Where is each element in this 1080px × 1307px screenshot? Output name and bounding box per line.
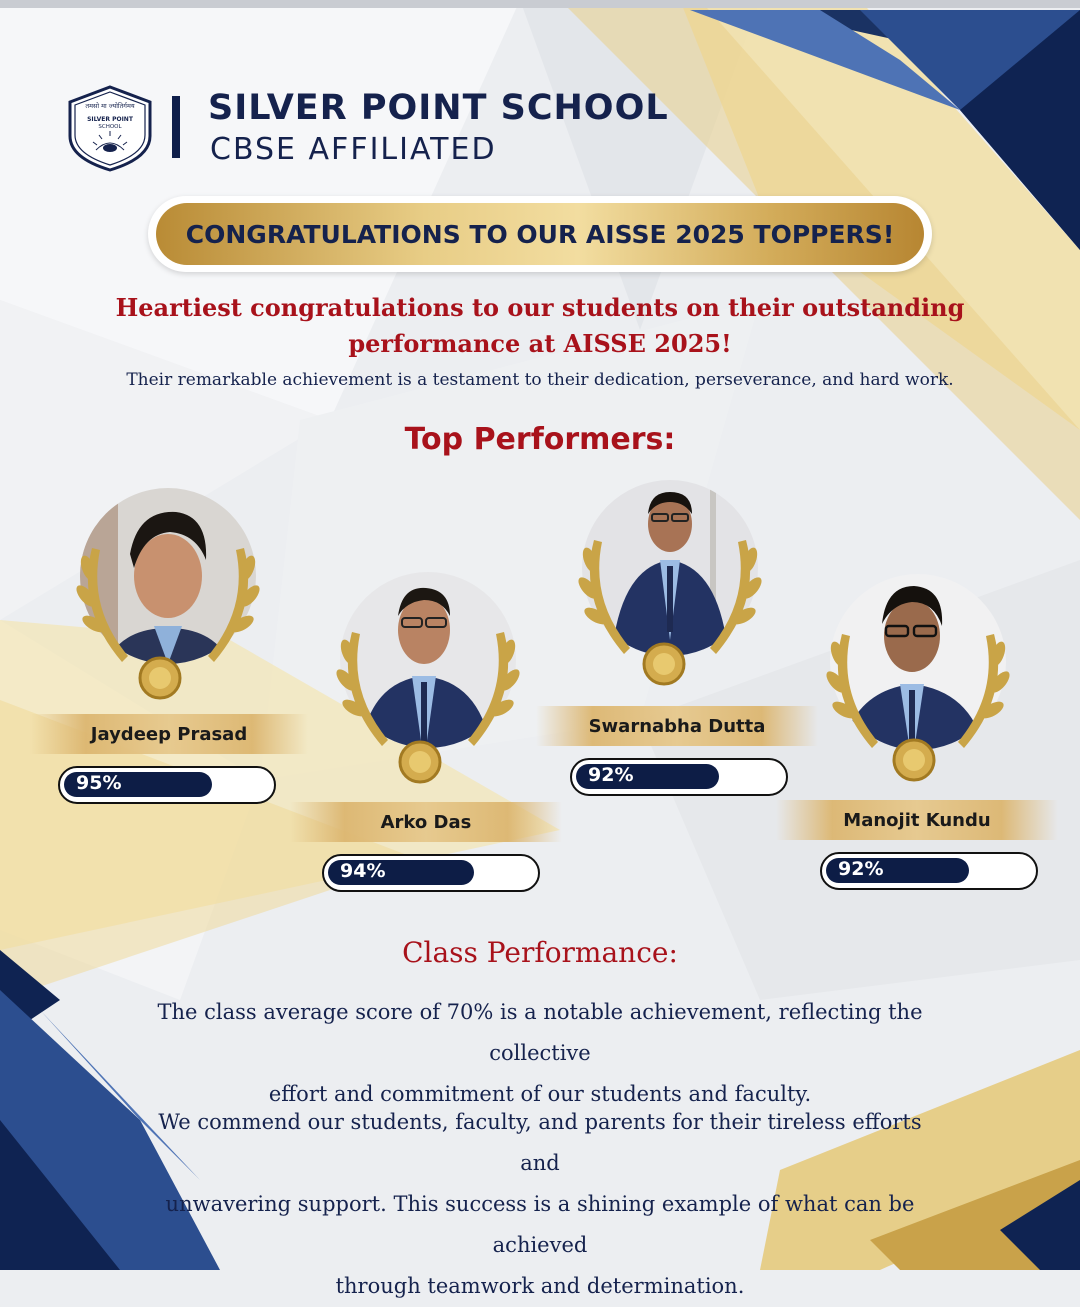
class-performance-line2: effort and commitment of our students and faculty. [268, 1082, 812, 1106]
school-name: SILVER POINT SCHOOL [208, 88, 669, 128]
student-name-1: Jaydeep Prasad [90, 723, 248, 745]
score-label-1: 95% [76, 772, 122, 794]
score-label-4: 92% [838, 858, 884, 880]
header-divider [172, 96, 180, 158]
top-bar [0, 0, 1080, 8]
class-performance-title: Class Performance: [402, 936, 678, 969]
student-name-strip-4 [776, 800, 1058, 840]
score-label-2: 94% [340, 860, 386, 882]
logo-name-line2: SCHOOL [98, 124, 122, 130]
intro-heading [0, 290, 1080, 362]
school-affiliation: CBSE AFFILIATED [210, 132, 497, 167]
intro-heading-line1: Heartiest congratulations to our students on their outstanding [115, 293, 965, 322]
student-name-strip-2 [290, 802, 562, 842]
class-performance-text [0, 992, 1080, 1115]
student-name-strip-1 [30, 714, 308, 754]
student-name-3: Swarnabha Dutta [588, 715, 766, 737]
student-photo-1 [58, 488, 278, 708]
score-bar-2 [322, 854, 540, 892]
intro-heading-line2: performance at AISSE 2025! [348, 329, 732, 358]
student-photo-4 [808, 574, 1028, 794]
score-bar-3 [570, 758, 788, 796]
student-name-strip-3 [536, 706, 818, 746]
score-bar-4 [820, 852, 1038, 890]
logo-motto: तमसो मा ज्योतिर्गमय [85, 102, 135, 110]
commend-line3: through teamwork and determination. [335, 1274, 745, 1298]
score-bar-1 [58, 766, 276, 804]
school-logo [66, 84, 154, 172]
commend-line1: We commend our students, faculty, and parents for their tireless efforts and [158, 1110, 922, 1175]
congratulations-banner [148, 196, 932, 272]
intro-subtext: Their remarkable achievement is a testament to their dedication, perseverance, and hard work. [126, 370, 954, 390]
student-photo-2 [318, 572, 538, 792]
top-performers-title: Top Performers: [404, 422, 676, 457]
student-name-4: Manojit Kundu [843, 809, 991, 831]
score-label-3: 92% [588, 764, 634, 786]
logo-name-line1: SILVER POINT [87, 116, 133, 123]
student-name-2: Arko Das [380, 811, 472, 833]
banner-text: CONGRATULATIONS TO OUR AISSE 2025 TOPPERS! [185, 219, 895, 249]
commend-text [0, 1102, 1080, 1307]
commend-line2: unwavering support. This success is a shining example of what can be achieved [165, 1192, 915, 1257]
class-performance-line1: The class average score of 70% is a notable achievement, reflecting the collective [157, 1000, 923, 1065]
student-photo-3 [560, 480, 780, 700]
